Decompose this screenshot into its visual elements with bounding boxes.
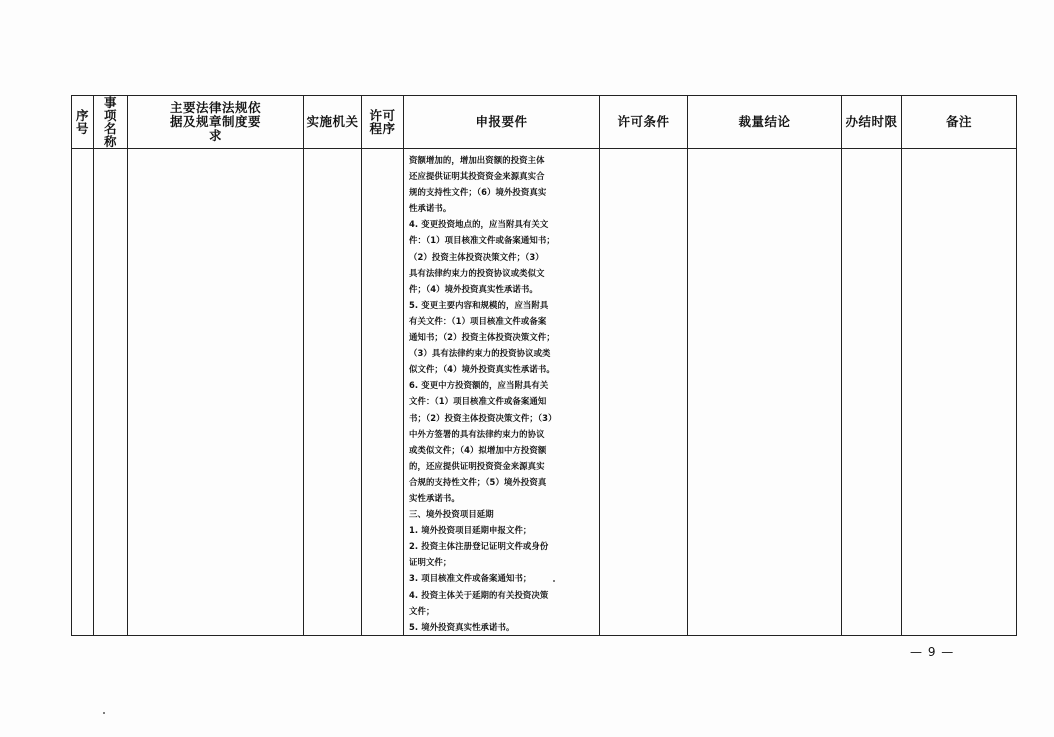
- cell-item-name: [94, 149, 128, 636]
- header-procedure: 许可程序: [362, 96, 404, 149]
- application-line: 5. 境外投资真实性承诺书。: [409, 621, 515, 632]
- table-header-row: [72, 96, 1017, 149]
- header-application: 申报要件: [404, 96, 600, 149]
- application-line: 3. 项目核准文件或备案通知书；: [409, 573, 532, 584]
- header-legal-basis: 主要法律法规依据及规章制度要求: [128, 96, 304, 149]
- header-decision: 裁量结论: [688, 96, 842, 149]
- application-line: 的，还应提供证明投资资金来源真实: [409, 460, 545, 471]
- header-remarks: 备注: [902, 96, 1017, 149]
- permit-items-table: [71, 95, 1017, 636]
- header-seq: 序号: [72, 96, 94, 149]
- cell-time-limit: [842, 149, 902, 636]
- application-line: （3）具有法律约束力的投资协议或类: [409, 348, 551, 359]
- cell-legal-basis: [128, 149, 304, 636]
- application-line: 4. 投资主体关于延期的有关投资决策: [409, 589, 549, 600]
- cell-decision: [688, 149, 842, 636]
- application-line: 1. 境外投资项目延期申报文件；: [409, 525, 532, 536]
- cell-seq: [72, 149, 94, 636]
- header-item-name: 事项名称: [94, 96, 128, 149]
- application-line: 似文件；（4）境外投资真实性承诺书。: [409, 364, 555, 375]
- application-line: 三、境外投资项目延期: [409, 509, 494, 520]
- application-line: 文件；: [409, 605, 435, 616]
- application-line: 或类似文件；（4）拟增加中方投资额: [409, 444, 547, 455]
- application-line: 件：（1）项目核准文件或备案通知书；: [409, 235, 555, 246]
- application-line: 2. 投资主体注册登记证明文件或身份: [409, 541, 549, 552]
- application-line: 有关文件：（1）项目核准文件或备案: [409, 315, 547, 326]
- application-requirements-list: [404, 149, 599, 635]
- application-line: 件；（4）境外投资真实性承诺书。: [409, 283, 538, 294]
- application-line: 还应提供证明其投资资金来源真实合: [409, 171, 545, 182]
- page-number: — 9 —: [910, 645, 955, 659]
- scan-speck: [103, 712, 105, 714]
- application-line: 5. 变更主要内容和规模的，应当附具: [409, 299, 549, 310]
- header-conditions: 许可条件: [600, 96, 688, 149]
- application-line: 6. 变更中方投资额的，应当附具有关: [409, 380, 549, 391]
- header-agency: 实施机关: [304, 96, 362, 149]
- application-line: 通知书；（2）投资主体投资决策文件；: [409, 332, 555, 343]
- application-line: 4. 变更投资地点的，应当附具有关文: [409, 219, 549, 230]
- application-line: 性承诺书。: [409, 203, 452, 214]
- application-line: 资额增加的，增加出资额的投资主体: [409, 155, 545, 165]
- cell-application: [404, 149, 600, 636]
- application-line: 实性承诺书。: [409, 492, 460, 503]
- application-line: 证明文件；: [409, 557, 452, 568]
- application-line: 具有法律约束力的投资协议或类似文: [409, 267, 545, 278]
- header-time-limit: 办结时限: [842, 96, 902, 149]
- application-line: （2）投资主体投资决策文件；（3）: [409, 251, 544, 262]
- cell-agency: [304, 149, 362, 636]
- scan-speck: [553, 580, 555, 582]
- cell-remarks: [902, 149, 1017, 636]
- application-line: 书；（2）投资主体投资决策文件；（3）: [409, 412, 557, 423]
- cell-procedure: [362, 149, 404, 636]
- table-row: [72, 149, 1017, 636]
- application-line: 文件：（1）项目核准文件或备案通知: [409, 396, 547, 407]
- application-line: 合规的支持性文件；（5）境外投资真: [409, 476, 547, 487]
- cell-conditions: [600, 149, 688, 636]
- application-line: 中外方签署的具有法律约束力的协议: [409, 428, 545, 439]
- application-line: 规的支持性文件；（6）境外投资真实: [409, 187, 547, 198]
